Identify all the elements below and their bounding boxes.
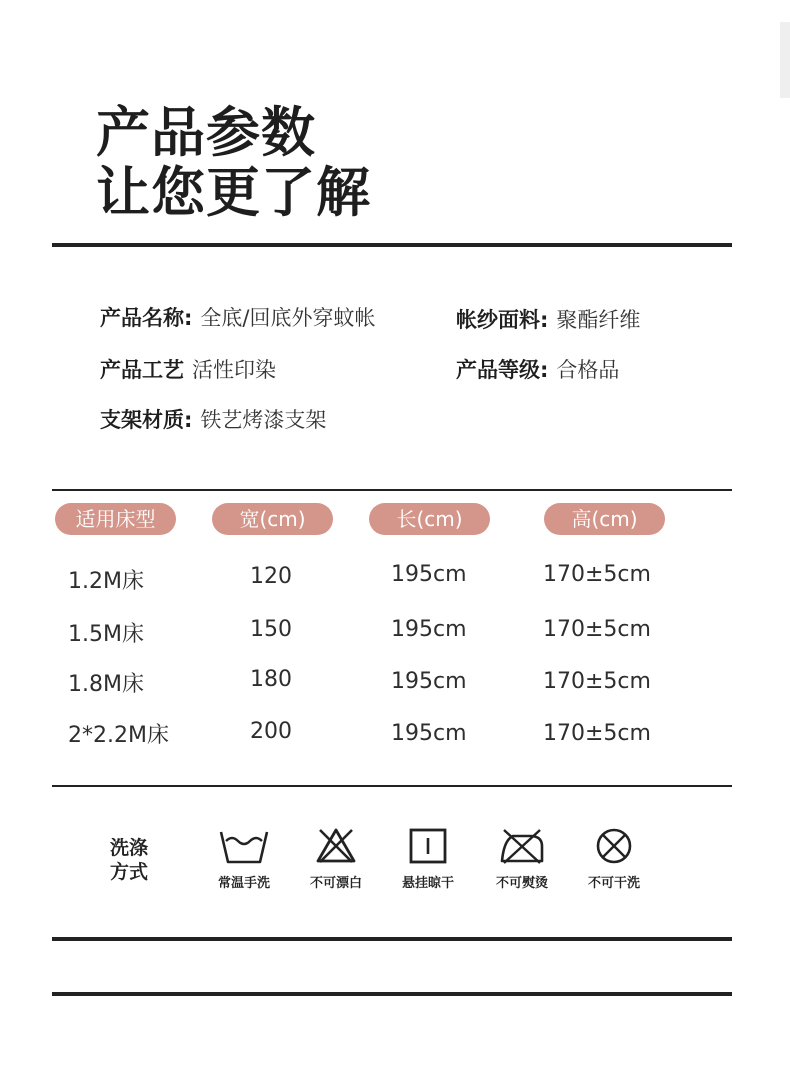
no-tumble-dry-icon <box>594 828 634 864</box>
cell-bed-type: 1.2M床 <box>68 569 144 594</box>
cell-height: 170±5cm <box>543 721 651 746</box>
wash-item-hang-dry <box>388 828 468 891</box>
wash-label: 不可干洗 <box>587 876 640 891</box>
divider <box>52 785 732 787</box>
divider <box>52 243 732 247</box>
wash-label: 常温手洗 <box>217 876 270 891</box>
table-header-width: 宽(cm) <box>212 503 333 535</box>
wash-label: 不可漂白 <box>309 876 362 891</box>
hang-dry-icon <box>408 828 448 864</box>
cell-bed-type: 1.5M床 <box>68 622 144 647</box>
param-name-value: 全底/回底外穿蚊帐 <box>200 306 376 330</box>
wash-label: 悬挂晾干 <box>401 876 454 891</box>
divider <box>52 489 732 491</box>
divider <box>52 937 732 941</box>
cell-height: 170±5cm <box>543 617 651 642</box>
param-craft-label: 产品工艺 <box>100 358 184 382</box>
corner-tab <box>780 22 790 98</box>
no-iron-icon <box>499 828 545 864</box>
wash-item-hand-wash <box>204 828 284 891</box>
cell-width: 120 <box>250 564 292 589</box>
washing-title <box>110 836 148 884</box>
cell-width: 150 <box>250 617 292 642</box>
cell-bed-type: 2*2.2M床 <box>68 723 169 748</box>
washing-title-line2: 方式 <box>110 861 149 883</box>
wash-item-no-dry-clean <box>574 828 654 891</box>
no-bleach-icon <box>315 828 357 864</box>
wash-item-no-iron <box>482 828 562 891</box>
cell-width: 200 <box>250 719 292 744</box>
param-grade-label: 产品等级: <box>456 358 549 382</box>
param-grade <box>456 354 619 384</box>
param-frame-value: 铁艺烤漆支架 <box>200 408 327 432</box>
table-header-height: 高(cm) <box>544 503 665 535</box>
wash-tub-icon <box>219 828 269 864</box>
param-name-label: 产品名称: <box>100 306 193 330</box>
cell-bed-type: 1.8M床 <box>68 672 144 697</box>
param-fabric <box>456 304 640 334</box>
param-fabric-label: 帐纱面料: <box>456 308 549 332</box>
divider <box>52 992 732 996</box>
page-title-line1: 产品参数 <box>96 101 316 164</box>
table-header-bed-type: 适用床型 <box>55 503 176 535</box>
param-craft <box>100 354 276 384</box>
wash-label: 不可熨烫 <box>495 876 548 891</box>
cell-height: 170±5cm <box>543 669 651 694</box>
cell-length: 195cm <box>391 617 467 642</box>
param-craft-value: 活性印染 <box>192 358 276 382</box>
cell-length: 195cm <box>391 721 467 746</box>
param-frame <box>100 404 326 434</box>
table-header-length: 长(cm) <box>369 503 490 535</box>
wash-item-no-bleach <box>296 828 376 891</box>
cell-length: 195cm <box>391 669 467 694</box>
page-title-line2: 让您更了解 <box>96 161 371 224</box>
cell-height: 170±5cm <box>543 562 651 587</box>
cell-length: 195cm <box>391 562 467 587</box>
washing-title-line1: 洗涤 <box>110 837 149 859</box>
cell-width: 180 <box>250 667 292 692</box>
param-fabric-value: 聚酯纤维 <box>556 308 641 332</box>
param-name <box>100 302 375 332</box>
param-grade-value: 合格品 <box>556 358 620 382</box>
param-frame-label: 支架材质: <box>100 408 193 432</box>
